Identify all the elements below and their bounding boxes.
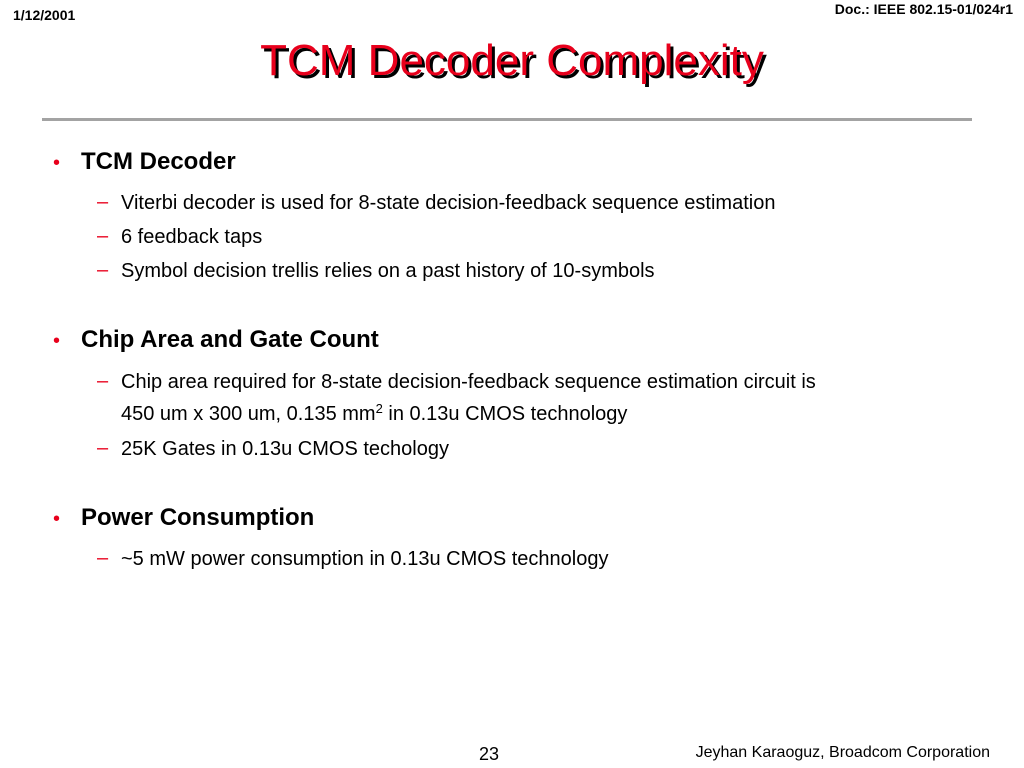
footer-author: Jeyhan Karaoguz, Broadcom Corporation — [695, 744, 990, 761]
section-heading: Power Consumption — [81, 504, 315, 531]
list-item-text-part: in 0.13u CMOS technology — [382, 403, 628, 425]
bullet-icon: • — [53, 152, 61, 174]
list-item-text-continuation — [121, 398, 627, 431]
slide-title: TCM Decoder Complexity — [260, 36, 764, 85]
header-doc-id: Doc.: IEEE 802.15-01/024r1 — [834, 1, 1013, 17]
list-item-text: Chip area required for 8-state decision-feedback sequence estimation circuit is — [121, 371, 816, 393]
title-divider — [42, 118, 972, 121]
list-item-text: Viterbi decoder is used for 8-state decision-feedback sequence estimation — [121, 192, 776, 214]
header-date: 1/12/2001 — [13, 7, 76, 23]
bullet-icon: • — [53, 330, 61, 352]
list-item-text-part: 450 um x 300 um, 0.135 mm — [121, 403, 376, 425]
list-item-text: 6 feedback taps — [121, 226, 263, 248]
section-heading: TCM Decoder — [81, 148, 236, 175]
dash-icon: – — [97, 191, 109, 213]
dash-icon: – — [97, 437, 109, 459]
dash-icon: – — [97, 370, 109, 392]
list-item-text: 25K Gates in 0.13u CMOS techology — [121, 438, 449, 460]
dash-icon: – — [97, 259, 109, 281]
dash-icon: – — [97, 225, 109, 247]
list-item-text: Symbol decision trellis relies on a past history of 10-symbols — [121, 260, 655, 282]
page-number: 23 — [479, 744, 500, 764]
bullet-icon: • — [53, 508, 61, 530]
list-item-text: ~5 mW power consumption in 0.13u CMOS technology — [121, 548, 609, 570]
dash-icon: – — [97, 547, 109, 569]
superscript: 2 — [375, 401, 383, 416]
section-heading: Chip Area and Gate Count — [81, 326, 379, 353]
